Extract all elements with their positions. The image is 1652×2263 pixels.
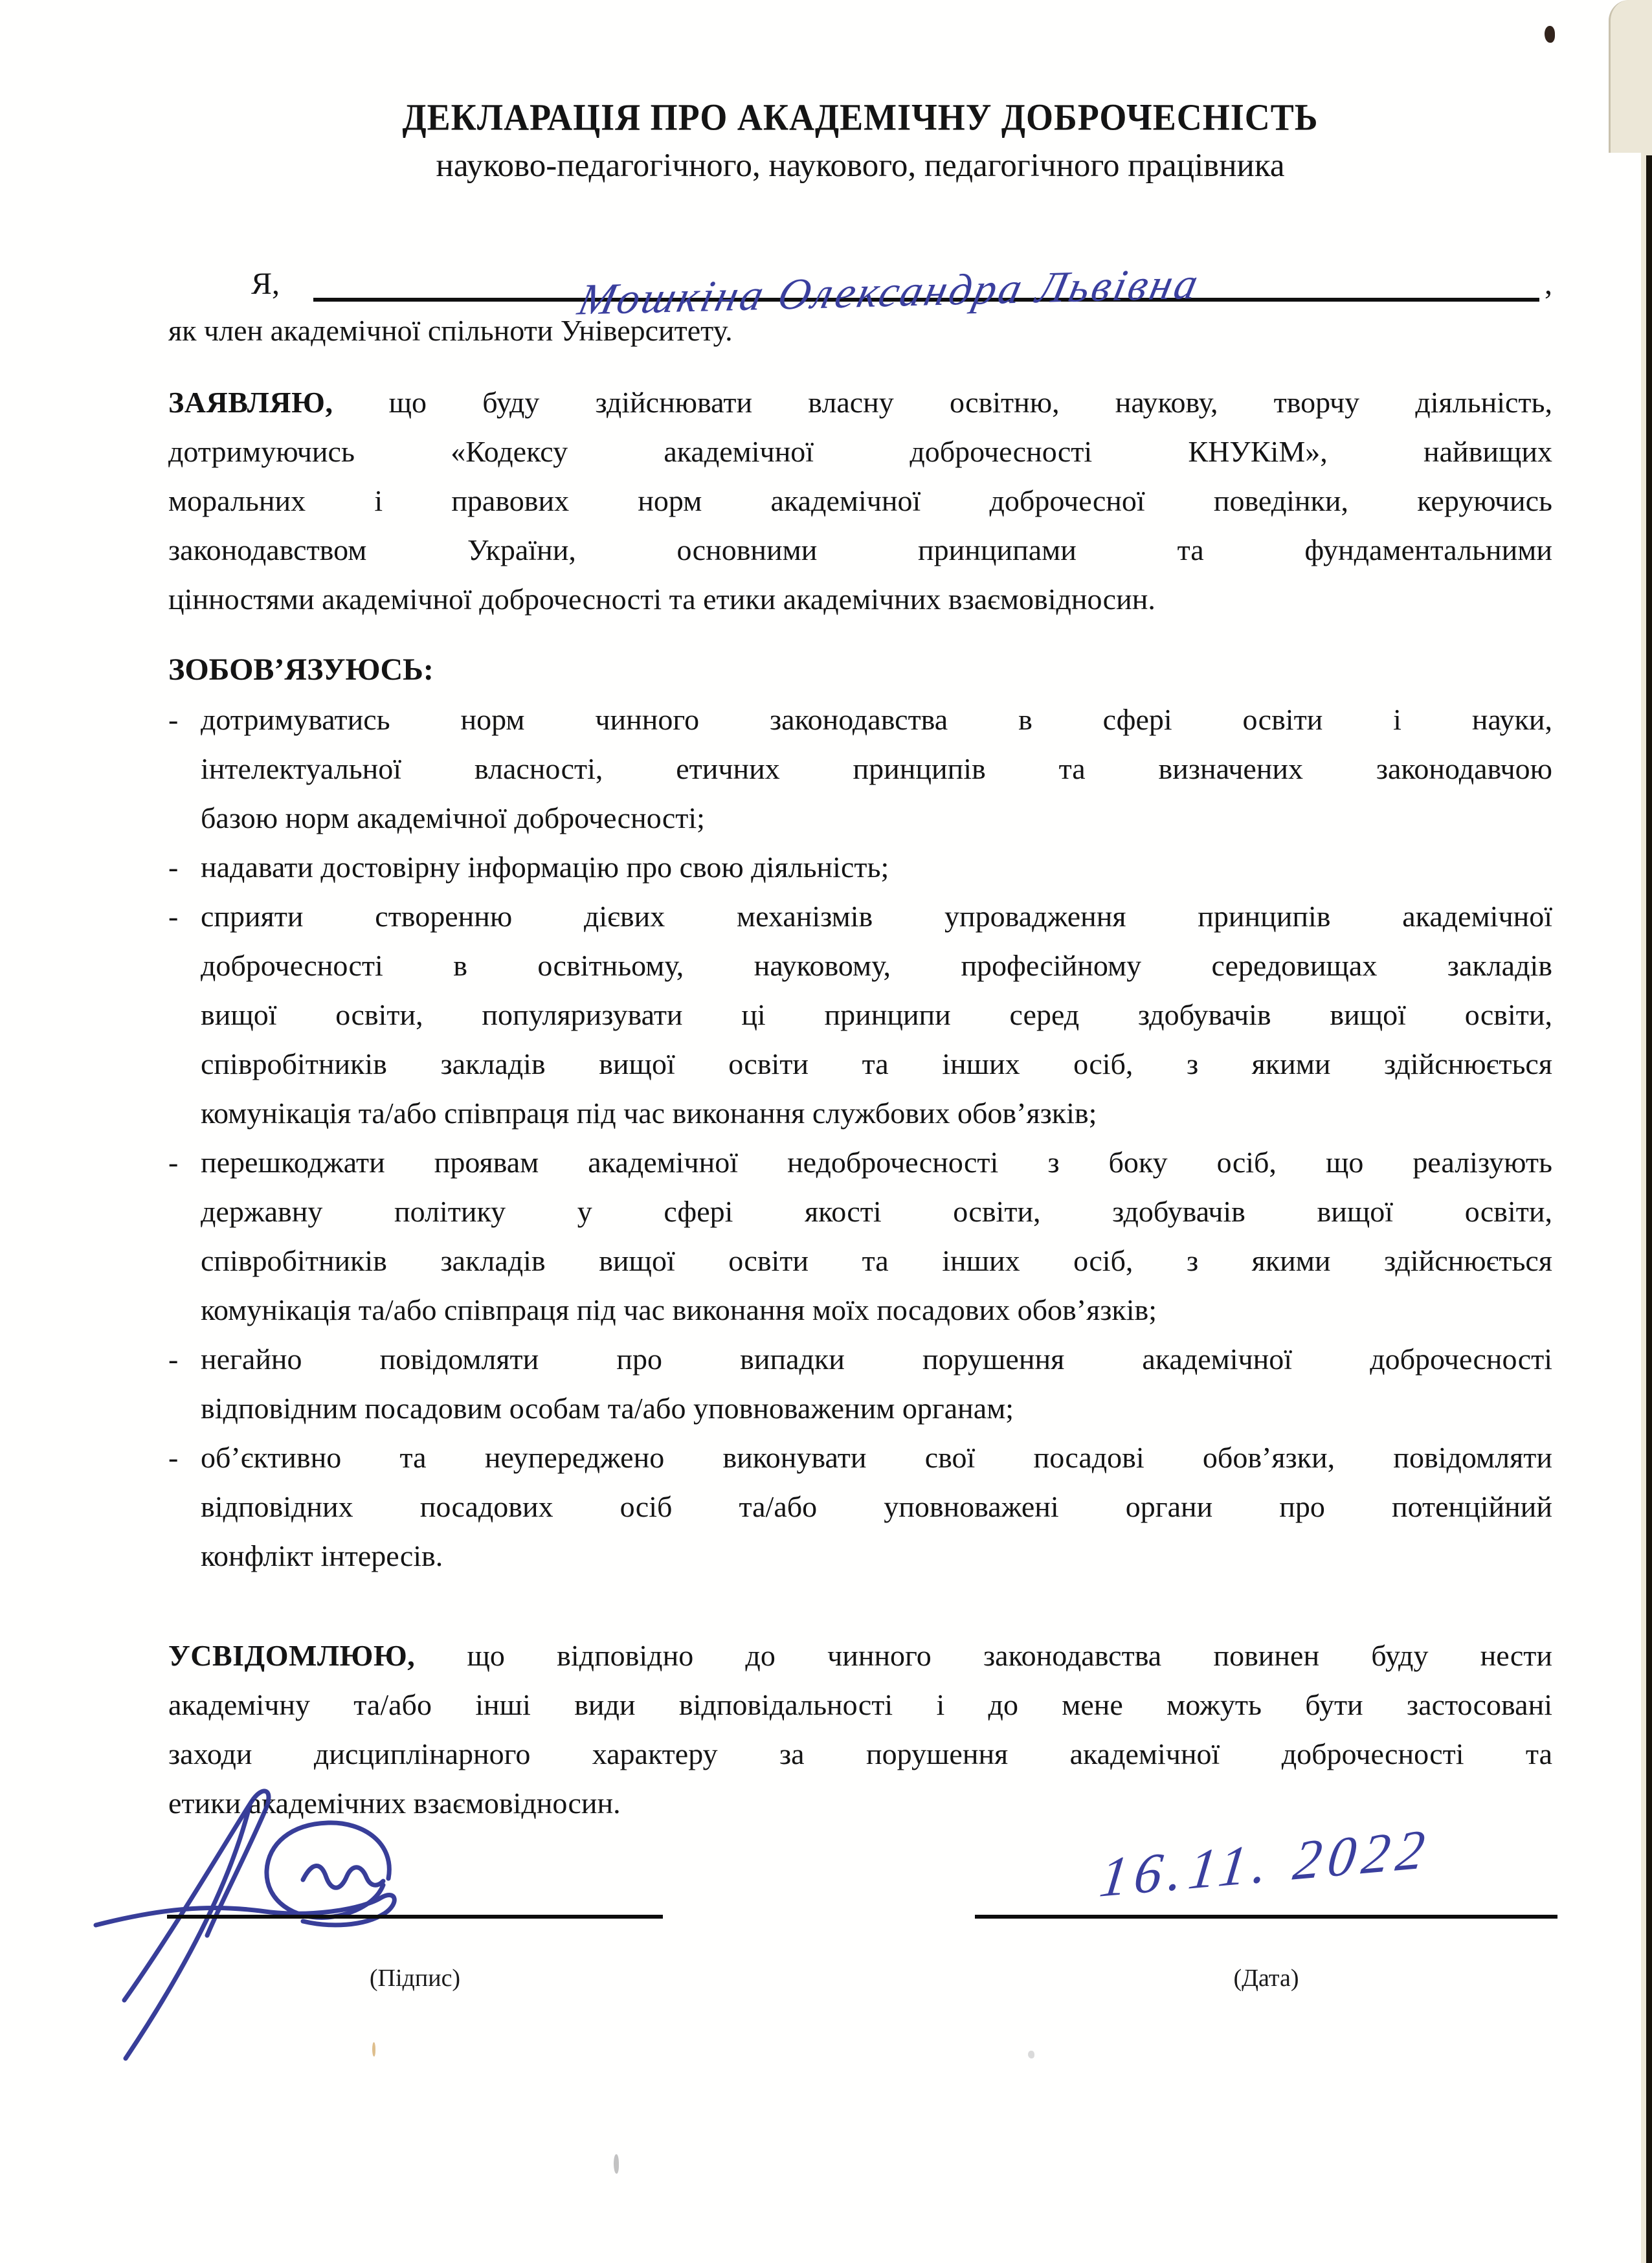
text-line: конфлікт інтересів. xyxy=(201,1539,443,1572)
bullet-marker: - xyxy=(168,703,179,736)
handwritten-date: 16.11. 2022 xyxy=(1096,1816,1435,1910)
obligation-item xyxy=(168,892,1552,1138)
bullet-marker: - xyxy=(168,1441,179,1474)
text-line: заходи дисциплінарного характеру за порушення академічної доброчесності та xyxy=(168,1737,1552,1770)
ink-speck xyxy=(372,2042,375,2057)
text-line: комунікація та/або співпраця під час виконання моїх посадових обов’язків; xyxy=(201,1293,1157,1326)
obligation-text xyxy=(201,843,1552,892)
obligation-text xyxy=(201,695,1552,843)
declarant-prefix: Я, xyxy=(251,267,280,301)
scan-edge-artifact-black xyxy=(1646,155,1652,2263)
name-underline xyxy=(313,238,1539,324)
text-line: моральних і правових норм академічної доброчесної поведінки, керуючись xyxy=(168,484,1552,517)
membership-line: як член академічної спільноти Університету. xyxy=(168,314,733,347)
text-line: відповідних посадових осіб та/або уповноважені органи про потенційний xyxy=(201,1490,1552,1523)
ink-speck xyxy=(1028,2051,1034,2058)
text-line: інтелектуальної власності, етичних принципів та визначених законодавчою xyxy=(201,752,1552,785)
bullet-marker: - xyxy=(168,1146,179,1179)
handwritten-name: Мошкіна Олександра Львівна xyxy=(574,258,1205,324)
text-line: негайно повідомляти про випадки порушення академічної доброчесності xyxy=(201,1343,1552,1376)
obligation-text xyxy=(201,1138,1552,1335)
text-line: надавати достовірну інформацію про свою діяльність; xyxy=(201,851,889,884)
text-line: відповідним посадовим особам та/або уповноваженим органам; xyxy=(201,1392,1014,1425)
text-line: базою норм академічної доброчесності; xyxy=(201,801,705,834)
text-line: етики академічних взаємовідносин. xyxy=(168,1787,621,1820)
statement-paragraph xyxy=(168,378,1552,624)
bullet-marker: - xyxy=(168,851,179,884)
obligation-item xyxy=(168,695,1552,843)
text-line: доброчесності в освітньому, науковому, професійному середовищах закладів xyxy=(201,949,1552,982)
obligation-text xyxy=(201,1433,1552,1581)
obligation-item xyxy=(168,843,1552,892)
text-line: дотримуватись норм чинного законодавства в сфері освіти і науки, xyxy=(201,703,1552,736)
obligation-text xyxy=(201,1335,1552,1433)
obligations-heading: ЗОБОВ’ЯЗУЮСЬ: xyxy=(168,652,434,687)
obligation-text xyxy=(201,892,1552,1138)
declarant-name-row xyxy=(168,242,1552,324)
text-line: ЗАЯВЛЯЮ, що буду здійснювати власну освітню, наукову, творчу діяльність, xyxy=(168,386,1552,419)
text-line: дотримуючись «Кодексу академічної доброчесності КНУКіМ», найвищих xyxy=(168,435,1552,468)
text-line: академічну та/або інші види відповідальності і до мене можуть бути застосовані xyxy=(168,1688,1552,1721)
date-label: (Дата) xyxy=(1233,1965,1299,1992)
ink-speck xyxy=(1545,26,1555,43)
obligation-item xyxy=(168,1433,1552,1581)
obligation-item xyxy=(168,1138,1552,1335)
obligation-item xyxy=(168,1335,1552,1433)
text-line: сприяти створенню дієвих механізмів упровадження принципів академічної xyxy=(201,900,1552,933)
text-line: об’єктивно та неупереджено виконувати свої посадові обов’язки, повідомляти xyxy=(201,1441,1552,1474)
text-line: законодавством України, основними принципами та фундаментальними xyxy=(168,533,1552,566)
text-line: співробітників закладів вищої освіти та інших осіб, з якими здійснюється xyxy=(201,1244,1552,1277)
document-title: ДЕКЛАРАЦІЯ ПРО АКАДЕМІЧНУ ДОБРОЧЕСНІСТЬ xyxy=(402,96,1319,139)
obligations-list xyxy=(168,695,1552,1581)
text-line: комунікація та/або співпраця під час виконання службових обов’язків; xyxy=(201,1097,1097,1130)
text-line: цінностями академічної доброчесності та етики академічних взаємовідносин. xyxy=(168,583,1155,616)
signature-label: (Підпис) xyxy=(369,1965,461,1992)
text-line: перешкоджати проявам академічної недоброчесності з боку осіб, що реалізують xyxy=(201,1146,1552,1179)
bullet-marker: - xyxy=(168,1343,179,1376)
scan-edge-artifact-top xyxy=(1609,0,1652,153)
bullet-marker: - xyxy=(168,900,179,933)
text-line: УСВІДОМЛЮЮ, що відповідно до чинного законодавства повинен буду нести xyxy=(168,1639,1552,1672)
document-subtitle: науково-педагогічного, наукового, педагогічного працівника xyxy=(436,148,1285,184)
signature-line xyxy=(167,1915,663,1992)
text-line: співробітників закладів вищої освіти та інших осіб, з якими здійснюється xyxy=(201,1047,1552,1080)
date-line xyxy=(975,1915,1557,1992)
acknowledgement-paragraph xyxy=(168,1631,1552,1828)
name-trailing-comma: , xyxy=(1545,267,1552,301)
ink-speck xyxy=(614,2154,619,2174)
text-line: державну політику у сфері якості освіти, здобувачів вищої освіти, xyxy=(201,1195,1552,1228)
text-line: вищої освіти, популяризувати ці принципи серед здобувачів вищої освіти, xyxy=(201,998,1552,1031)
